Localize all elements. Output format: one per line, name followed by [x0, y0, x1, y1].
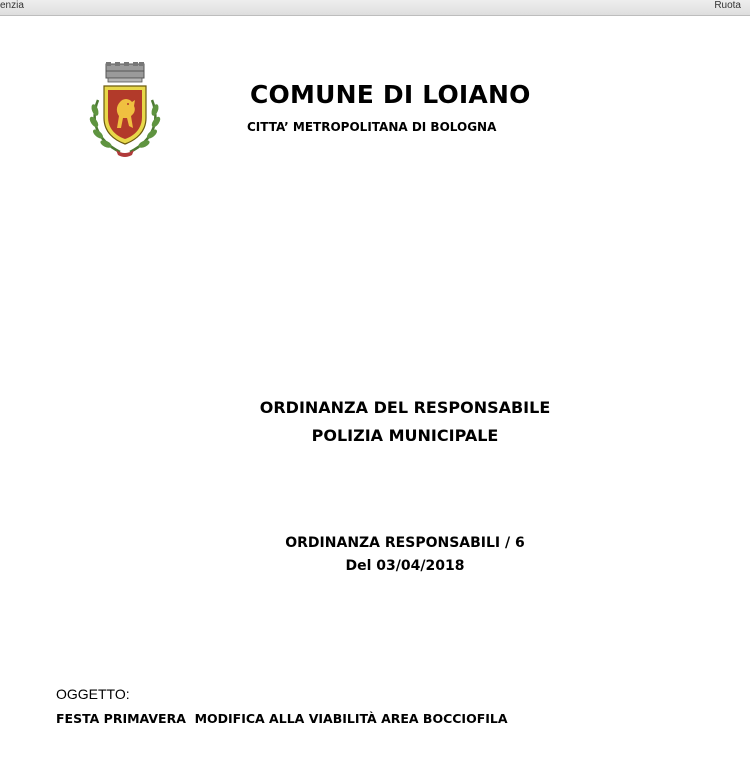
ordinance-number-line: ORDINANZA RESPONSABILI / 6	[285, 535, 525, 551]
ordinance-date: Del 03/04/2018	[345, 558, 465, 574]
rotate-button[interactable]: Ruota	[714, 0, 741, 11]
ordinance-heading	[200, 394, 610, 450]
page-title: COMUNE DI LOIANO	[250, 80, 531, 109]
ordinance-heading-line1: ORDINANZA DEL RESPONSABILE	[259, 398, 551, 417]
page-subtitle: CITTA’ METROPOLITANA DI BOLOGNA	[247, 120, 497, 134]
coat-of-arms-icon	[86, 60, 164, 160]
ordinance-heading-line2: POLIZIA MUNICIPALE	[311, 426, 499, 445]
viewer-toolbar	[0, 0, 750, 16]
subject-text: FESTA PRIMAVERA MODIFICA ALLA VIABILITÀ AREA BOCCIOFILA	[56, 711, 508, 726]
subject-label: OGGETTO:	[56, 686, 130, 702]
ordinance-number	[200, 532, 610, 578]
toolbar-left-label[interactable]: enzia	[0, 0, 24, 11]
municipal-coat-of-arms	[86, 60, 164, 160]
